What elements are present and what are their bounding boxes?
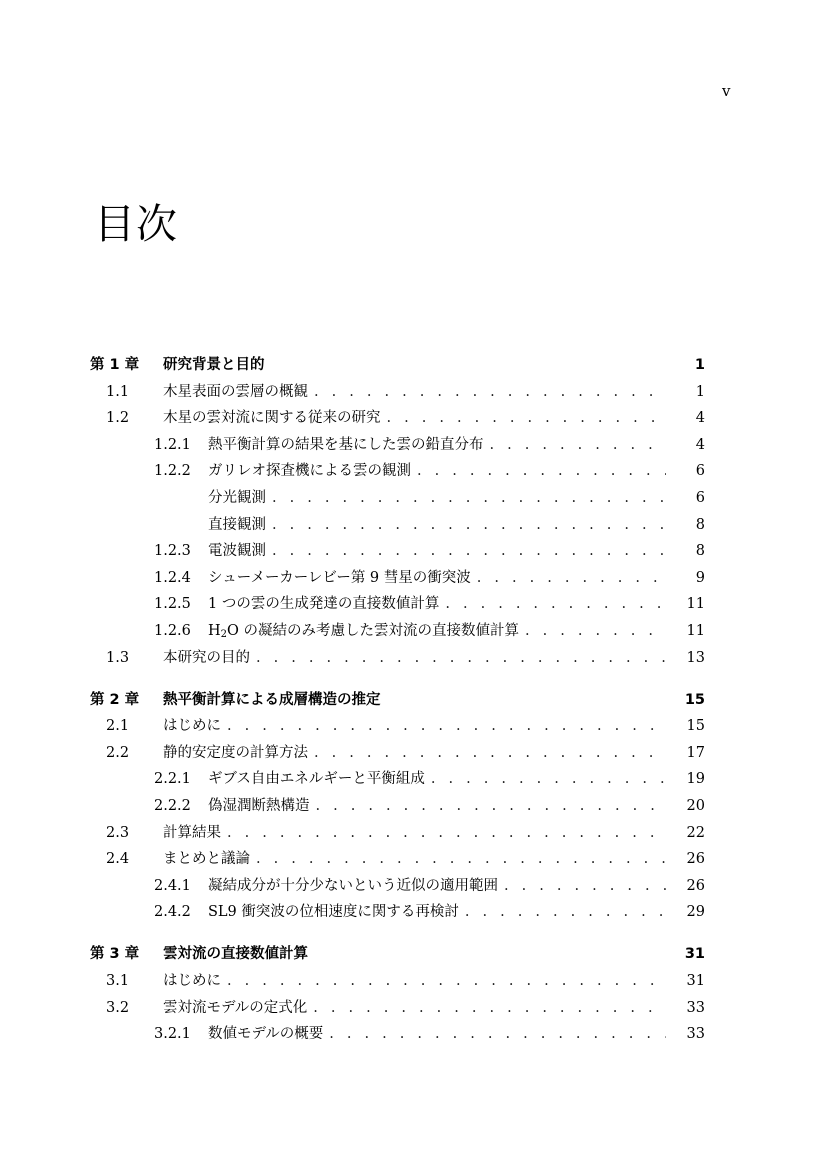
toc-entry-row[interactable] — [0, 740, 826, 767]
toc-entry-page: 4 — [695, 436, 705, 453]
dot-leader — [477, 565, 666, 592]
toc-entry-row[interactable] — [0, 873, 826, 900]
toc-entry-number: 2.2 — [106, 744, 130, 761]
dot-leader — [227, 820, 666, 847]
toc-entry-page: 6 — [695, 463, 705, 480]
toc-entry-row[interactable] — [0, 793, 826, 820]
dot-leader — [272, 485, 666, 512]
toc-entry-page: 17 — [686, 744, 705, 761]
toc-entry-title: SL9 衝突波の位相速度に関する再検討 — [208, 904, 459, 921]
toc-entry-row[interactable] — [0, 995, 826, 1022]
toc-entry-row[interactable] — [0, 1021, 826, 1048]
toc-entry-title: 分光観測 — [208, 489, 266, 506]
toc-entry-page: 13 — [686, 649, 705, 666]
dot-leader — [525, 618, 666, 645]
toc-entry-title: シューメーカーレビー第 9 彗星の衝突波 — [208, 569, 471, 586]
dot-leader — [314, 740, 666, 767]
dot-leader — [256, 846, 666, 873]
toc-entry-number: 3.1 — [106, 973, 130, 990]
toc-entry-title: ギブス自由エネルギーと平衡組成 — [208, 771, 425, 788]
toc-entry-number: 第 2 章 — [90, 691, 140, 708]
title-prefix: H — [208, 622, 221, 639]
dot-leader — [314, 379, 666, 406]
toc-entry-number: 1.2 — [106, 410, 130, 427]
toc-entry-page: 33 — [686, 1026, 705, 1043]
toc-entry-number: 2.3 — [106, 824, 130, 841]
toc-chapter-row[interactable] — [0, 687, 826, 714]
toc-entry-title: 熱平衡計算の結果を基にした雲の鉛直分布 — [208, 436, 484, 453]
toc-entry-number: 2.4.2 — [154, 904, 191, 921]
toc-entry-page: 26 — [686, 851, 705, 868]
dot-leader — [417, 458, 666, 485]
toc-entry-row[interactable] — [0, 405, 826, 432]
toc-entry-title: 木星表面の雲層の概観 — [163, 383, 308, 400]
toc-chapter-row[interactable] — [0, 941, 826, 968]
dot-leader — [227, 968, 666, 995]
toc-chapter-row[interactable] — [0, 352, 826, 379]
dot-leader — [504, 873, 666, 900]
toc-entry-title: はじめに — [163, 718, 221, 735]
toc-entry-title: 熱平衡計算による成層構造の推定 — [163, 691, 381, 708]
toc-entry-row[interactable] — [0, 432, 826, 459]
toc-entry-number: 1.3 — [106, 649, 130, 666]
toc-entry-number: 2.2.1 — [154, 771, 191, 788]
toc-entry-number: 1.1 — [106, 383, 130, 400]
toc-entry-number: 1.2.2 — [154, 463, 191, 480]
dot-leader — [445, 591, 666, 618]
toc-entry-page: 31 — [684, 946, 705, 963]
toc-entry-title: 雲対流モデルの定式化 — [163, 999, 308, 1016]
dot-leader — [465, 899, 666, 926]
toc-entry-page: 29 — [686, 904, 705, 921]
toc-entry-row[interactable] — [0, 968, 826, 995]
dot-leader — [272, 512, 666, 539]
toc-entry-title: ガリレオ探査機による雲の観測 — [208, 463, 411, 480]
toc-entry-page: 22 — [686, 824, 705, 841]
toc-entry-number: 2.4.1 — [154, 877, 191, 894]
toc-entry-number: 1.2.3 — [154, 543, 191, 560]
toc-entry-row[interactable] — [0, 618, 826, 645]
dot-leader — [490, 432, 667, 459]
dot-leader — [316, 793, 667, 820]
dot-leader — [227, 713, 666, 740]
toc-entry-page: 6 — [695, 489, 705, 506]
toc-entry-title: はじめに — [163, 973, 221, 990]
toc-entry-page: 9 — [695, 569, 705, 586]
dot-leader — [272, 538, 666, 565]
toc-entry-number: 第 3 章 — [90, 946, 140, 963]
toc-entry-title: 木星の雲対流に関する従来の研究 — [163, 410, 381, 427]
toc-entry-page: 1 — [694, 357, 705, 373]
toc-entry-row[interactable] — [0, 820, 826, 847]
toc-entry-page: 15 — [686, 718, 705, 735]
toc-entry-title: まとめと議論 — [163, 851, 250, 868]
toc-entry-number: 2.4 — [106, 851, 130, 868]
toc-entry-row[interactable] — [0, 379, 826, 406]
toc-entry-number: 1.2.1 — [154, 436, 191, 453]
toc-entry-number: 1.2.4 — [154, 569, 191, 586]
toc-entry-page: 20 — [686, 798, 705, 814]
toc-entry-title: 偽湿潤断熱構造 — [208, 798, 310, 814]
toc-entry-page: 1 — [695, 383, 705, 400]
toc-entry-row[interactable] — [0, 485, 826, 512]
toc-entry-number: 3.2 — [106, 999, 130, 1016]
toc-entry-row[interactable] — [0, 458, 826, 485]
toc-entry-page: 8 — [695, 543, 705, 560]
toc-entry-page: 26 — [686, 877, 705, 894]
toc-entry-number: 3.2.1 — [154, 1026, 191, 1043]
toc-entry-number: 第 1 章 — [90, 357, 140, 373]
toc-entry-page: 11 — [686, 622, 705, 639]
toc-entry-row[interactable] — [0, 512, 826, 539]
toc-entry-title: 研究背景と目的 — [163, 357, 265, 373]
dot-leader — [387, 405, 667, 432]
toc-entry-number: 2.1 — [106, 718, 130, 735]
dot-leader — [256, 645, 666, 672]
toc-entry-row[interactable] — [0, 713, 826, 740]
toc-entry-title: 計算結果 — [163, 824, 221, 841]
toc-entry-title: 静的安定度の計算方法 — [163, 744, 308, 761]
toc-entry-title: 直接観測 — [208, 516, 266, 533]
toc-entry-row[interactable] — [0, 645, 826, 672]
toc-entry-number: 1.2.5 — [154, 596, 191, 613]
page-number: v — [722, 82, 731, 100]
toc-entry-row[interactable] — [0, 538, 826, 565]
toc-entry-title — [208, 618, 519, 645]
toc-entry-title: 数値モデルの概要 — [208, 1026, 324, 1043]
toc-entry-title: 雲対流の直接数値計算 — [163, 946, 308, 963]
toc-entry-page: 31 — [686, 973, 705, 990]
toc-entry-page: 4 — [695, 410, 705, 427]
toc-entry-page: 8 — [695, 516, 705, 533]
toc-entry-title: 凝結成分が十分少ないという近似の適用範囲 — [208, 877, 498, 894]
toc-entry-page: 11 — [686, 596, 705, 613]
toc-entry-row[interactable] — [0, 766, 826, 793]
toc-title: 目次 — [94, 200, 178, 248]
toc-entry-title: 電波観測 — [208, 543, 266, 560]
toc-entry-number: 1.2.6 — [154, 622, 191, 639]
toc-entry-page: 15 — [684, 691, 705, 708]
toc-entry-title: 本研究の目的 — [163, 649, 250, 666]
toc-entry-row[interactable] — [0, 899, 826, 926]
toc-entry-page: 33 — [686, 999, 705, 1016]
dot-leader — [329, 1021, 666, 1048]
table-of-contents — [0, 352, 826, 1048]
title-suffix: O の凝結のみ考慮した雲対流の直接数値計算 — [227, 622, 520, 639]
toc-entry-page: 19 — [686, 771, 705, 788]
toc-entry-row[interactable] — [0, 846, 826, 873]
dot-leader — [431, 766, 666, 793]
toc-entry-title: 1 つの雲の生成発達の直接数値計算 — [208, 596, 440, 613]
toc-entry-row[interactable] — [0, 591, 826, 618]
toc-entry-row[interactable] — [0, 565, 826, 592]
toc-entry-number: 2.2.2 — [154, 798, 191, 814]
title-subscript: 2 — [220, 628, 228, 640]
dot-leader — [313, 995, 666, 1022]
